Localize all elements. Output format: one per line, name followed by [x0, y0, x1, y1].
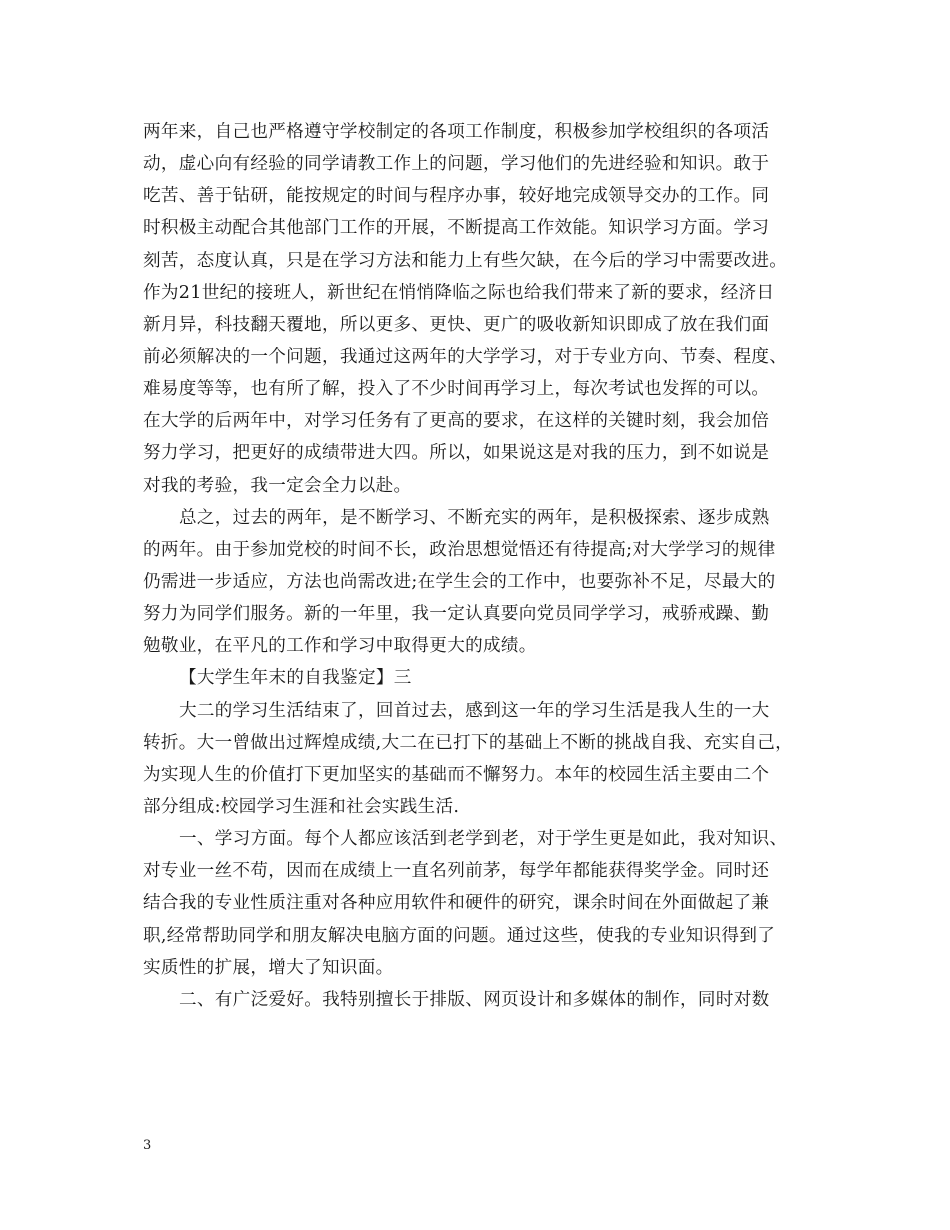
text-line: 职,经常帮助同学和朋友解决电脑方面的问题。通过这些，使我的专业知识得到了	[143, 925, 776, 946]
text-line: 新月异，科技翻天覆地，所以更多、更快、更广的吸收新知识即成了放在我们面	[143, 314, 770, 335]
text-line: 努力为同学们服务。新的一年里，我一定认真要向党员同学学习，戒骄戒躁、勤	[143, 604, 770, 625]
text-line: 努力学习，把更好的成绩带进大四。所以，如果说这是对我的压力，到不如说是	[143, 443, 770, 464]
text-line: 时积极主动配合其他部门工作的开展，不断提高工作效能。知识学习方面。学习	[143, 218, 770, 239]
text-line: 在大学的后两年中，对学习任务有了更高的要求，在这样的关键时刻，我会加倍	[143, 411, 770, 432]
page-number: 3	[143, 1138, 152, 1153]
text-line: 仍需进一步适应，方法也尚需改进;在学生会的工作中，也要弥补不足，尽最大的	[143, 571, 776, 592]
text-line: 【大学生年末的自我鉴定】三	[179, 668, 412, 689]
text-line: 两年来，自己也严格遵守学校制定的各项工作制度，积极参加学校组织的各项活	[143, 122, 770, 142]
text-line: 难易度等等，也有所了解，投入了不少时间再学习上，每次考试也发挥的可以。	[143, 379, 770, 400]
text-line: 的两年。由于参加党校的时间不长，政治思想觉悟还有待提高;对大学学习的规律	[143, 539, 776, 560]
text-line: 结合我的专业性质注重对各种应用软件和硬件的研究，课余时间在外面做起了兼	[143, 893, 770, 914]
text-line: 前必须解决的一个问题，我通过这两年的大学学习，对于专业方向、节奏、程度、	[143, 346, 788, 367]
text-line: 实质性的扩展，增大了知识面。	[143, 957, 394, 978]
text-line: 作为21世纪的接班人，新世纪在悄悄降临之际也给我们带来了新的要求，经济日	[143, 282, 775, 303]
body-text	[143, 116, 823, 1016]
text-line: 总之，过去的两年，是不断学习、不断充实的两年，是积极探索、逐步成熟	[179, 507, 770, 528]
text-line: 勉敬业，在平凡的工作和学习中取得更大的成绩。	[143, 636, 537, 657]
text-line: 一、学习方面。每个人都应该活到老学到老，对于学生更是如此，我对知识、	[179, 829, 788, 850]
text-line: 动，虚心向有经验的同学请教工作上的问题，学习他们的先进经验和知识。敢于	[143, 154, 770, 175]
text-line: 转折。大一曾做出过辉煌成绩,大二在已打下的基础上不断的挑战自我、充实自己，	[143, 732, 794, 753]
text-line: 刻苦，态度认真，只是在学习方法和能力上有些欠缺，在今后的学习中需要改进。	[143, 250, 788, 271]
text-line: 大二的学习生活结束了，回首过去，感到这一年的学习生活是我人生的一大	[179, 700, 770, 721]
text-line: 对专业一丝不苟，因而在成绩上一直名列前茅，每学年都能获得奖学金。同时还	[143, 861, 770, 882]
text-line: 二、有广泛爱好。我特别擅长于排版、网页设计和多媒体的制作，同时对数	[179, 989, 770, 1010]
text-line: 吃苦、善于钻研，能按规定的时间与程序办事，较好地完成领导交办的工作。同	[143, 186, 770, 207]
text-line: 对我的考验，我一定会全力以赴。	[143, 475, 412, 496]
text-line: 部分组成:校园学习生涯和社会实践生活.	[143, 796, 460, 817]
text-line: 为实现人生的价值打下更加坚实的基础而不懈努力。本年的校园生活主要由二个	[143, 764, 770, 785]
